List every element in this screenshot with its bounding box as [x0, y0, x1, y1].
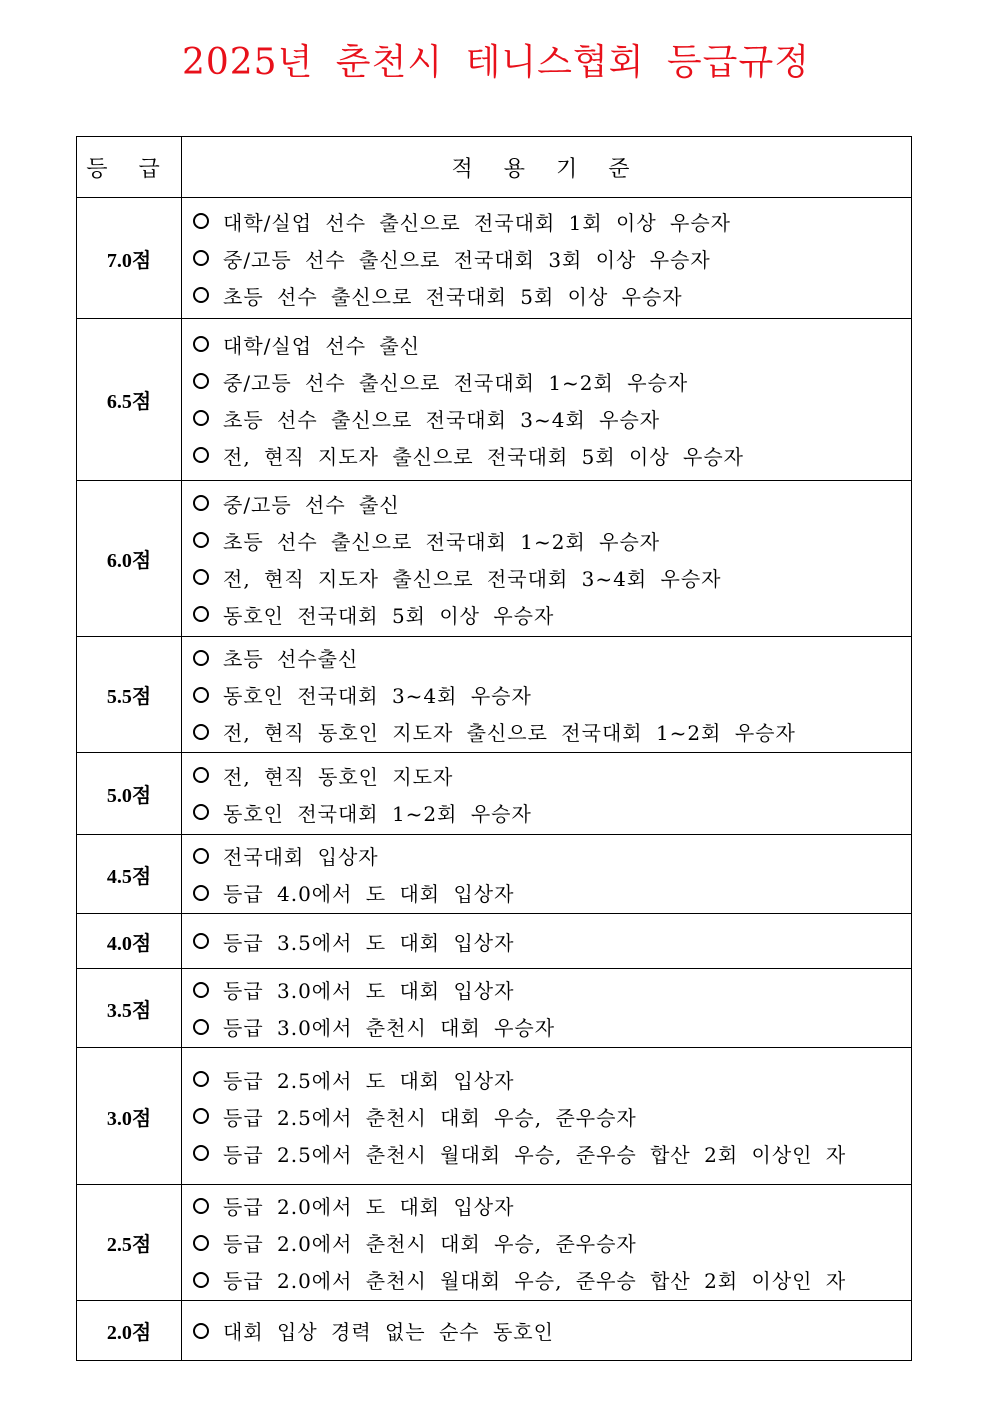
criteria-cell	[182, 198, 912, 319]
table-row	[77, 1185, 912, 1301]
circle-bullet-icon	[193, 410, 209, 426]
circle-bullet-icon	[193, 606, 209, 622]
criteria-text: 등급 2.5에서 춘천시 월대회 우승, 준우승 합산 2회 이상인 자	[223, 1142, 847, 1167]
criteria-text: 등급 2.0에서 도 대회 입상자	[223, 1195, 515, 1219]
circle-bullet-icon	[193, 1235, 209, 1251]
circle-bullet-icon	[193, 495, 209, 511]
criteria-text: 등급 3.0에서 춘천시 대회 우승자	[223, 1016, 556, 1040]
criteria-text: 동호인 전국대회 1~2회 우승자	[223, 801, 532, 826]
criteria-text: 초등 선수 출신으로 전국대회 5회 이상 우승자	[223, 284, 683, 309]
criteria-cell	[182, 1185, 912, 1301]
criteria-item	[190, 1098, 911, 1135]
grade-rules-table	[76, 136, 912, 1361]
criteria-text: 등급 2.0에서 춘천시 대회 우승, 준우승자	[223, 1232, 637, 1256]
circle-bullet-icon	[193, 1272, 209, 1288]
grade-cell: 7.0점	[77, 198, 182, 319]
criteria-text: 동호인 전국대회 5회 이상 우승자	[223, 603, 555, 628]
criteria-text: 대학/실업 선수 출신으로 전국대회 1회 이상 우승자	[223, 210, 732, 235]
criteria-item	[190, 522, 911, 559]
criteria-item	[190, 326, 911, 363]
criteria-text: 중/고등 선수 출신으로 전국대회 3회 이상 우승자	[223, 247, 711, 272]
circle-bullet-icon	[193, 1071, 209, 1087]
table-row	[77, 835, 912, 914]
criteria-text: 등급 3.5에서 도 대회 입상자	[223, 930, 515, 955]
criteria-cell	[182, 914, 912, 969]
circle-bullet-icon	[193, 447, 209, 463]
criteria-item	[190, 639, 911, 676]
criteria-item	[190, 757, 911, 794]
circle-bullet-icon	[193, 1323, 209, 1339]
criteria-item	[190, 971, 911, 1008]
table-row	[77, 319, 912, 481]
criteria-item	[190, 1312, 911, 1349]
grade-cell: 5.0점	[77, 753, 182, 835]
criteria-text: 등급 2.5에서 춘천시 대회 우승, 준우승자	[223, 1105, 637, 1130]
criteria-item	[190, 596, 911, 633]
criteria-cell	[182, 1301, 912, 1361]
circle-bullet-icon	[193, 1019, 209, 1035]
criteria-text: 전, 현직 동호인 지도자	[223, 764, 454, 789]
table-row	[77, 481, 912, 637]
circle-bullet-icon	[193, 650, 209, 666]
criteria-item	[190, 400, 911, 437]
grade-cell: 2.0점	[77, 1301, 182, 1361]
criteria-cell	[182, 637, 912, 753]
circle-bullet-icon	[193, 687, 209, 703]
criteria-item	[190, 203, 911, 240]
circle-bullet-icon	[193, 848, 209, 864]
document-title: 2025년 춘천시 테니스협회 등급규정	[181, 42, 811, 83]
criteria-item	[190, 713, 911, 750]
criteria-text: 등급 3.0에서 도 대회 입상자	[223, 979, 515, 1003]
header-criteria: 적 용 기 준	[182, 137, 912, 198]
criteria-cell	[182, 481, 912, 637]
criteria-item	[190, 1061, 911, 1098]
circle-bullet-icon	[193, 982, 209, 998]
grade-cell: 6.0점	[77, 481, 182, 637]
criteria-item	[190, 437, 911, 474]
grade-cell: 3.0점	[77, 1048, 182, 1185]
circle-bullet-icon	[193, 373, 209, 389]
header-grade: 등 급	[77, 137, 182, 198]
circle-bullet-icon	[193, 250, 209, 266]
table-row	[77, 1048, 912, 1185]
criteria-text: 대학/실업 선수 출신	[223, 333, 421, 358]
grade-cell: 6.5점	[77, 319, 182, 481]
criteria-text: 중/고등 선수 출신으로 전국대회 1~2회 우승자	[223, 370, 689, 395]
criteria-item	[190, 363, 911, 400]
criteria-text: 등급 4.0에서 도 대회 입상자	[223, 882, 515, 906]
criteria-text: 전, 현직 지도자 출신으로 전국대회 5회 이상 우승자	[223, 444, 744, 469]
circle-bullet-icon	[193, 287, 209, 303]
table-row	[77, 914, 912, 969]
grade-cell: 4.5점	[77, 835, 182, 914]
grade-cell: 4.0점	[77, 914, 182, 969]
table-body	[77, 198, 912, 1361]
criteria-item	[190, 1261, 911, 1298]
circle-bullet-icon	[193, 336, 209, 352]
circle-bullet-icon	[193, 933, 209, 949]
criteria-item	[190, 923, 911, 960]
criteria-item	[190, 559, 911, 596]
criteria-cell	[182, 319, 912, 481]
criteria-item	[190, 1187, 911, 1224]
criteria-text: 전, 현직 동호인 지도자 출신으로 전국대회 1~2회 우승자	[223, 721, 796, 745]
criteria-item	[190, 676, 911, 713]
circle-bullet-icon	[193, 885, 209, 901]
criteria-cell	[182, 753, 912, 835]
criteria-text: 초등 선수출신	[223, 647, 359, 671]
criteria-text: 초등 선수 출신으로 전국대회 1~2회 우승자	[223, 529, 661, 554]
criteria-text: 초등 선수 출신으로 전국대회 3~4회 우승자	[223, 407, 661, 432]
circle-bullet-icon	[193, 1145, 209, 1161]
criteria-text: 대회 입상 경력 없는 순수 동호인	[223, 1320, 554, 1344]
criteria-item	[190, 874, 911, 911]
criteria-cell	[182, 969, 912, 1048]
criteria-text: 중/고등 선수 출신	[223, 492, 400, 517]
table-header-row	[77, 137, 912, 198]
grade-cell: 2.5점	[77, 1185, 182, 1301]
criteria-item	[190, 485, 911, 522]
table-row	[77, 1301, 912, 1361]
criteria-text: 동호인 전국대회 3~4회 우승자	[223, 684, 532, 708]
criteria-item	[190, 1224, 911, 1261]
circle-bullet-icon	[193, 767, 209, 783]
grade-cell: 3.5점	[77, 969, 182, 1048]
circle-bullet-icon	[193, 569, 209, 585]
criteria-text: 등급 2.5에서 도 대회 입상자	[223, 1068, 515, 1093]
criteria-text: 전국대회 입상자	[223, 845, 379, 869]
circle-bullet-icon	[193, 1198, 209, 1214]
criteria-item	[190, 837, 911, 874]
criteria-item	[190, 277, 911, 314]
criteria-cell	[182, 835, 912, 914]
criteria-item	[190, 1008, 911, 1045]
grade-cell: 5.5점	[77, 637, 182, 753]
table-row	[77, 637, 912, 753]
table-row	[77, 198, 912, 319]
criteria-text: 등급 2.0에서 춘천시 월대회 우승, 준우승 합산 2회 이상인 자	[223, 1269, 847, 1293]
criteria-item	[190, 240, 911, 277]
criteria-item	[190, 1135, 911, 1172]
circle-bullet-icon	[193, 532, 209, 548]
criteria-text: 전, 현직 지도자 출신으로 전국대회 3~4회 우승자	[223, 566, 722, 591]
circle-bullet-icon	[193, 1108, 209, 1124]
criteria-item	[190, 794, 911, 831]
table-row	[77, 969, 912, 1048]
table-row	[77, 753, 912, 835]
circle-bullet-icon	[193, 804, 209, 820]
circle-bullet-icon	[193, 724, 209, 740]
circle-bullet-icon	[193, 213, 209, 229]
criteria-cell	[182, 1048, 912, 1185]
